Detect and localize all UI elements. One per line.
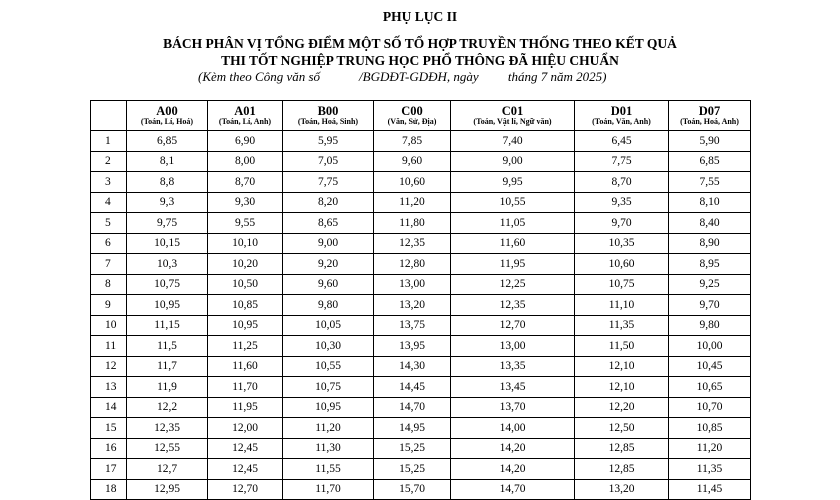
header-cell-index <box>91 101 127 131</box>
percentile-index-cell: 9 <box>91 295 127 316</box>
table-row <box>91 356 751 377</box>
header-cell-c00 <box>374 101 451 131</box>
percentile-table <box>90 100 751 500</box>
score-cell: 11,9 <box>127 377 208 398</box>
score-cell: 12,25 <box>451 274 575 295</box>
score-cell: 13,95 <box>374 336 451 357</box>
score-cell: 10,75 <box>127 274 208 295</box>
score-cell: 8,00 <box>208 151 283 172</box>
score-cell: 15,25 <box>374 459 451 480</box>
score-cell: 8,20 <box>283 192 374 213</box>
score-cell: 13,20 <box>374 295 451 316</box>
table-row <box>91 397 751 418</box>
score-cell: 10,3 <box>127 254 208 275</box>
score-cell: 8,1 <box>127 151 208 172</box>
score-cell: 8,10 <box>669 192 751 213</box>
score-cell: 11,70 <box>208 377 283 398</box>
score-cell: 11,5 <box>127 336 208 357</box>
score-cell: 12,45 <box>208 438 283 459</box>
score-cell: 10,95 <box>127 295 208 316</box>
combination-subjects: (Toán, Vật lí, Ngữ văn) <box>473 116 552 126</box>
document-title-line-1: BÁCH PHÂN VỊ TỔNG ĐIỂM MỘT SỐ TỔ HỢP TRUYỀN THỐNG THEO KẾT QUẢ <box>163 36 677 51</box>
score-cell: 7,75 <box>575 151 669 172</box>
score-cell: 10,75 <box>283 377 374 398</box>
document-title-line-2: THI TỐT NGHIỆP TRUNG HỌC PHỔ THÔNG ĐÃ HIỆU CHUẨN <box>221 53 619 68</box>
score-cell: 7,40 <box>451 131 575 152</box>
score-cell: 8,65 <box>283 213 374 234</box>
score-cell: 12,10 <box>575 377 669 398</box>
percentile-index-cell: 5 <box>91 213 127 234</box>
score-cell: 12,70 <box>208 479 283 500</box>
table-row <box>91 172 751 193</box>
header-cell-d07 <box>669 101 751 131</box>
percentile-index-cell: 7 <box>91 254 127 275</box>
score-cell: 14,95 <box>374 418 451 439</box>
percentile-index-cell: 15 <box>91 418 127 439</box>
score-cell: 11,15 <box>127 315 208 336</box>
percentile-index-cell: 11 <box>91 336 127 357</box>
score-cell: 12,45 <box>208 459 283 480</box>
score-cell: 10,55 <box>283 356 374 377</box>
table-row <box>91 479 751 500</box>
percentile-index-cell: 1 <box>91 131 127 152</box>
score-cell: 13,35 <box>451 356 575 377</box>
combination-code: C00 <box>401 103 423 118</box>
score-cell: 10,35 <box>575 233 669 254</box>
score-cell: 9,70 <box>669 295 751 316</box>
score-cell: 12,20 <box>575 397 669 418</box>
percentile-index-cell: 17 <box>91 459 127 480</box>
score-cell: 9,20 <box>283 254 374 275</box>
score-cell: 11,80 <box>374 213 451 234</box>
score-cell: 11,35 <box>669 459 751 480</box>
score-cell: 5,95 <box>283 131 374 152</box>
score-cell: 8,70 <box>208 172 283 193</box>
score-cell: 12,10 <box>575 356 669 377</box>
score-cell: 11,05 <box>451 213 575 234</box>
percentile-index-cell: 14 <box>91 397 127 418</box>
score-cell: 10,05 <box>283 315 374 336</box>
appendix-title: PHỤ LỤC II <box>382 9 458 24</box>
score-cell: 9,35 <box>575 192 669 213</box>
score-cell: 10,60 <box>374 172 451 193</box>
combination-subjects: (Toán, Lí, Hoá) <box>140 116 194 126</box>
score-cell: 10,65 <box>669 377 751 398</box>
combination-subjects: (Toán, Văn, Anh) <box>592 116 651 126</box>
combination-code: D01 <box>610 103 633 118</box>
score-cell: 11,10 <box>575 295 669 316</box>
score-cell: 11,60 <box>208 356 283 377</box>
score-cell: 6,45 <box>575 131 669 152</box>
percentile-index-cell: 18 <box>91 479 127 500</box>
score-cell: 9,00 <box>451 151 575 172</box>
score-cell: 14,45 <box>374 377 451 398</box>
score-cell: 11,25 <box>208 336 283 357</box>
score-cell: 9,30 <box>208 192 283 213</box>
header-cell-d01 <box>575 101 669 131</box>
score-cell: 8,95 <box>669 254 751 275</box>
score-cell: 8,8 <box>127 172 208 193</box>
score-cell: 10,85 <box>669 418 751 439</box>
score-cell: 10,20 <box>208 254 283 275</box>
score-cell: 7,75 <box>283 172 374 193</box>
score-cell: 10,45 <box>669 356 751 377</box>
score-cell: 10,60 <box>575 254 669 275</box>
score-cell: 12,95 <box>127 479 208 500</box>
score-cell: 14,70 <box>451 479 575 500</box>
header-cell-a01 <box>208 101 283 131</box>
score-cell: 11,20 <box>283 418 374 439</box>
score-cell: 6,90 <box>208 131 283 152</box>
combination-subjects: (Toán, Hoá, Sinh) <box>297 116 359 126</box>
table-row <box>91 213 751 234</box>
score-cell: 10,50 <box>208 274 283 295</box>
score-cell: 10,55 <box>451 192 575 213</box>
score-cell: 13,75 <box>374 315 451 336</box>
reference-note: (Kèm theo Công văn số /BGDĐT-GDĐH, ngày tháng 7 năm 2025) <box>198 69 607 84</box>
score-cell: 10,30 <box>283 336 374 357</box>
combination-subjects: (Toán, Lí, Anh) <box>218 116 272 126</box>
score-cell: 13,70 <box>451 397 575 418</box>
score-cell: 13,00 <box>374 274 451 295</box>
score-cell: 11,7 <box>127 356 208 377</box>
score-cell: 13,45 <box>451 377 575 398</box>
score-cell: 11,50 <box>575 336 669 357</box>
score-cell: 9,75 <box>127 213 208 234</box>
score-cell: 10,15 <box>127 233 208 254</box>
score-cell: 6,85 <box>127 131 208 152</box>
table-row <box>91 131 751 152</box>
score-cell: 13,00 <box>451 336 575 357</box>
score-cell: 8,40 <box>669 213 751 234</box>
percentile-index-cell: 6 <box>91 233 127 254</box>
table-row <box>91 459 751 480</box>
table-row <box>91 274 751 295</box>
percentile-index-cell: 8 <box>91 274 127 295</box>
combination-code: B00 <box>317 103 339 118</box>
score-cell: 9,80 <box>283 295 374 316</box>
score-cell: 11,55 <box>283 459 374 480</box>
score-cell: 10,10 <box>208 233 283 254</box>
table-body <box>91 131 751 500</box>
score-cell: 12,35 <box>451 295 575 316</box>
score-cell: 9,00 <box>283 233 374 254</box>
score-cell: 6,85 <box>669 151 751 172</box>
percentile-index-cell: 3 <box>91 172 127 193</box>
score-cell: 5,90 <box>669 131 751 152</box>
table-row <box>91 438 751 459</box>
score-cell: 12,85 <box>575 459 669 480</box>
score-cell: 11,60 <box>451 233 575 254</box>
header-cell-c01 <box>451 101 575 131</box>
combination-subjects: (Toán, Hoá, Anh) <box>680 116 739 126</box>
score-cell: 10,70 <box>669 397 751 418</box>
percentile-index-cell: 12 <box>91 356 127 377</box>
score-cell: 12,50 <box>575 418 669 439</box>
percentile-index-cell: 2 <box>91 151 127 172</box>
score-cell: 11,70 <box>283 479 374 500</box>
score-cell: 15,70 <box>374 479 451 500</box>
score-cell: 10,00 <box>669 336 751 357</box>
score-cell: 7,55 <box>669 172 751 193</box>
header-cell-a00 <box>127 101 208 131</box>
score-cell: 12,35 <box>127 418 208 439</box>
combination-subjects: (Văn, Sử, Địa) <box>387 116 437 126</box>
score-cell: 12,2 <box>127 397 208 418</box>
score-cell: 13,20 <box>575 479 669 500</box>
score-cell: 14,70 <box>374 397 451 418</box>
score-cell: 10,95 <box>283 397 374 418</box>
score-cell: 14,30 <box>374 356 451 377</box>
score-cell: 9,3 <box>127 192 208 213</box>
score-cell: 8,70 <box>575 172 669 193</box>
combination-code: A01 <box>234 103 256 118</box>
header-cell-b00 <box>283 101 374 131</box>
percentile-index-cell: 16 <box>91 438 127 459</box>
score-cell: 12,70 <box>451 315 575 336</box>
combination-code: C01 <box>501 103 524 118</box>
score-cell: 10,85 <box>208 295 283 316</box>
table-row <box>91 315 751 336</box>
score-cell: 9,55 <box>208 213 283 234</box>
score-cell: 11,45 <box>669 479 751 500</box>
table-row <box>91 233 751 254</box>
score-cell: 14,20 <box>451 438 575 459</box>
score-cell: 10,75 <box>575 274 669 295</box>
score-cell: 11,20 <box>669 438 751 459</box>
score-cell: 12,35 <box>374 233 451 254</box>
table-row <box>91 192 751 213</box>
table-header-row <box>91 101 751 131</box>
table-row <box>91 377 751 398</box>
score-cell: 12,00 <box>208 418 283 439</box>
score-cell: 10,95 <box>208 315 283 336</box>
score-cell: 9,60 <box>283 274 374 295</box>
score-cell: 11,30 <box>283 438 374 459</box>
score-cell: 14,00 <box>451 418 575 439</box>
score-cell: 7,05 <box>283 151 374 172</box>
score-cell: 12,80 <box>374 254 451 275</box>
score-cell: 11,95 <box>208 397 283 418</box>
score-cell: 9,95 <box>451 172 575 193</box>
score-cell: 9,60 <box>374 151 451 172</box>
score-cell: 15,25 <box>374 438 451 459</box>
combination-code: A00 <box>156 103 178 118</box>
percentile-index-cell: 4 <box>91 192 127 213</box>
percentile-index-cell: 13 <box>91 377 127 398</box>
table-row <box>91 336 751 357</box>
score-cell: 9,70 <box>575 213 669 234</box>
table-row <box>91 254 751 275</box>
score-cell: 9,80 <box>669 315 751 336</box>
score-cell: 11,95 <box>451 254 575 275</box>
score-cell: 8,90 <box>669 233 751 254</box>
score-cell: 14,20 <box>451 459 575 480</box>
table-row <box>91 418 751 439</box>
combination-code: D07 <box>698 103 721 118</box>
table-row <box>91 151 751 172</box>
table-row <box>91 295 751 316</box>
score-cell: 12,55 <box>127 438 208 459</box>
score-cell: 12,85 <box>575 438 669 459</box>
score-cell: 12,7 <box>127 459 208 480</box>
score-cell: 11,20 <box>374 192 451 213</box>
score-cell: 9,25 <box>669 274 751 295</box>
score-cell: 7,85 <box>374 131 451 152</box>
percentile-index-cell: 10 <box>91 315 127 336</box>
score-cell: 11,35 <box>575 315 669 336</box>
